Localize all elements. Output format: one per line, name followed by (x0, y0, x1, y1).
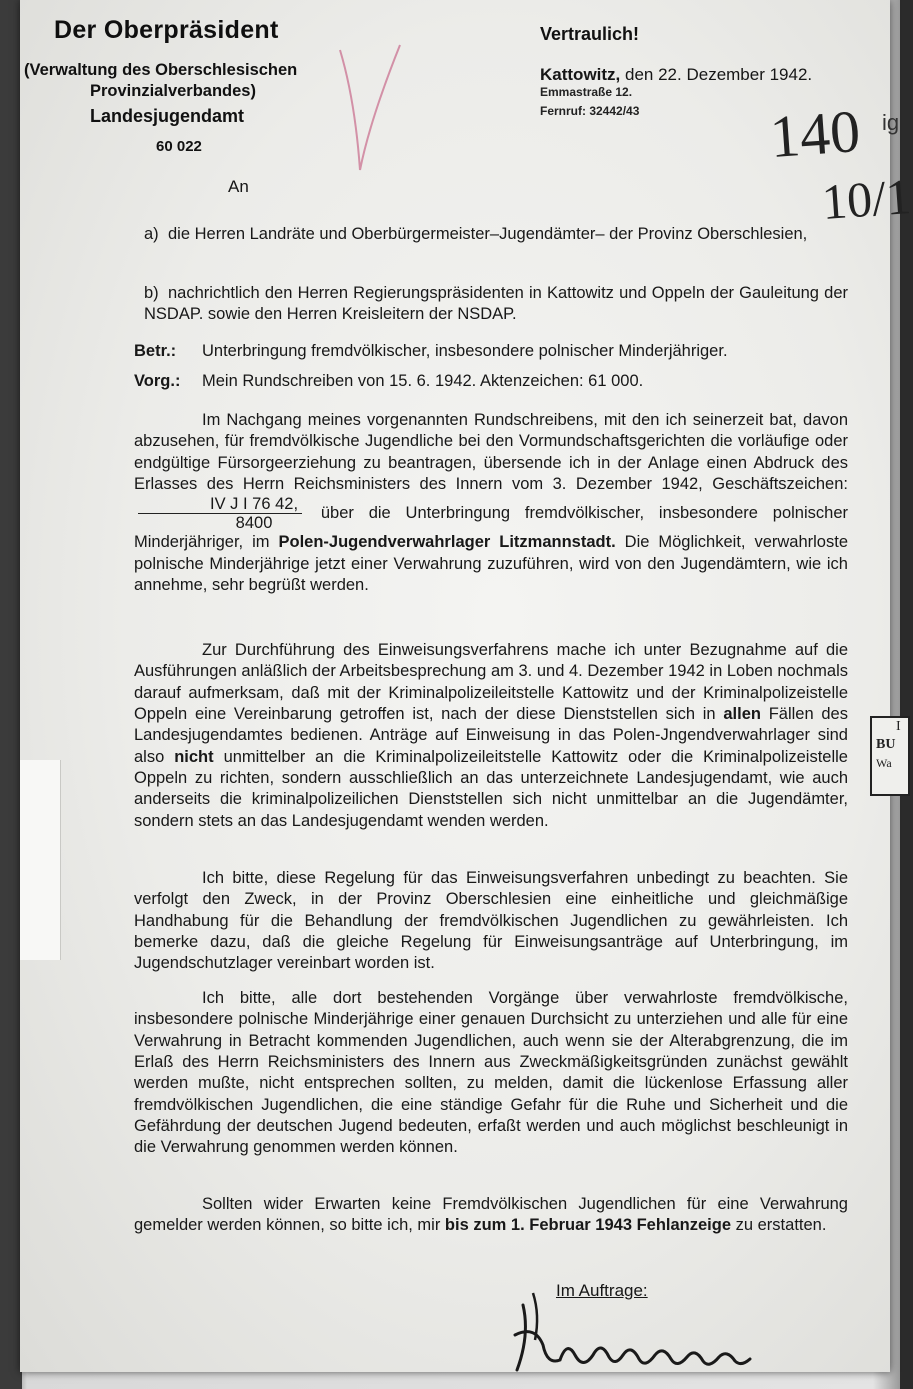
archive-stamp (870, 716, 910, 796)
margin-fragment: ig (882, 110, 900, 135)
phone: Fernruf: 32442/43 (540, 104, 640, 118)
p2-text-a: Zur Durchführung des Einweisungsverfahrens mache ich unter Bezugnahme auf die Ausführungen anläßlich der Arbeitsbesprechung am 3. und 4. Dezember 1942 in Loben nochmals darauf aufmerksam, daß mit der Kriminalpolizeileitstelle Kattowitz und der Kriminalpolizeistelle Oppeln eine Vereinbarung getroffen ist, nach der diese Dienststellen sich in (134, 641, 848, 724)
p3-text: Ich bitte, diese Regelung für das Einweisungsverfahren unbedingt zu beachten. Sie verfolgt den Zweck, in der Provinz Oberschlesien eine einheitliche und gleichmäßige Handhabung für die Behandlung der fremdvölkischen Jugendlichen zu gewährleisten. Ich bemerke dazu, daß die gleiche Regelung für Einweisungsanträge auf Unterbringung, im Jugendschutzlager vereinbart worden ist. (134, 869, 848, 973)
torn-edge (20, 760, 61, 960)
p5-text-b: zu erstatten. (735, 1216, 827, 1235)
place: Kattowitz, (540, 65, 621, 84)
betr-text: Unterbringung fremdvölkischer, insbesondere polnischer Minderjähriger. (202, 342, 728, 360)
handwritten-mark: 10/1 (820, 167, 913, 231)
recipient-b-text: nachrichtlich den Herren Regierungspräsidenten in Kattowitz und Oppeln der Gauleitung der NSDAP. sowie den Herren Kreisleitern der NSDAP. (144, 284, 848, 324)
p5-text-a: Sollten wider Erwarten keine Fremdvölkischen Jugendlichen für eine Verwahrung gemelder werden können, so bitte ich, mir (134, 1195, 848, 1235)
body-paragraph-3 (134, 868, 848, 975)
recipient-a-label: a) (144, 225, 159, 243)
place-date (540, 64, 812, 85)
date: den 22. Dezember 1942. (625, 65, 813, 84)
recipient-b-label: b) (144, 284, 159, 302)
stamp-line-3: Wa (876, 756, 892, 770)
betr-label: Betr.: (134, 342, 177, 360)
file-number: 60 022 (156, 138, 202, 155)
confidential-label: Vertraulich! (540, 24, 640, 44)
fraction-denominator: 8400 (235, 514, 273, 533)
recipient-a-text: die Herren Landräte und Oberbürgermeister–Jugendämter– der Provinz Oberschlesien, (168, 225, 808, 243)
p1-text-a: Im Nachgang meines vorgenannten Rundschreibens, mit den ich seinerzeit bat, davon abzusehen, für fremdvölkische Jugendliche bei den Vormundschaftsgerichten die vorläufige oder endgültige Fürsorgeerziehung zu beantragen, übersende ich in der Anlage einen Abdruck des Erlasses des Herrn Reichsministers des Innern vom 3. Dezember 1942, Geschäftszeichen: (134, 411, 848, 494)
body-paragraph-2 (134, 640, 848, 832)
subject-betr (134, 341, 854, 362)
recipient-to: An (228, 177, 249, 196)
street: Emmastraße 12. (540, 85, 633, 99)
p2-text-c: unmittelber an die Kriminalpolizeileitstelle Kattowitz oder die Kriminalpolizeistelle Oppeln zu richten, sondern ausschließlich an das unterzeichnete Landesjugendamt, wie auch anderseits die kriminalpolizeilichen Dienststellen sich nicht unmittelbar an die Jugendämter, sondern stets an das Landesjugendamt wenden werden. (134, 747, 848, 830)
sender-line3: Provinzialverbandes) (90, 82, 256, 100)
vorg-label: Vorg.: (134, 372, 181, 390)
vorg-text: Mein Rundschreiben von 15. 6. 1942. Aktenzeichen: 61 000. (202, 372, 644, 390)
file-reference-fraction (138, 495, 302, 532)
p2-text-b: Fällen des Landesjugendamtes bedienen. Anträge auf Einweisung in das Polen-Jngendverwahrlager sind also (134, 705, 848, 766)
p5-bold: bis zum 1. Februar 1943 Fehlanzeige (444, 1216, 732, 1235)
body-paragraph-4 (134, 988, 848, 1159)
p4-text: Ich bitte, alle dort bestehenden Vorgänge über verwahrloste fremdvölkische, insbesondere polnische Minderjährige einer genauen Durchsicht zu unterziehen und alle für eine Verwahrung in Betracht kommenden Jugendlichen, auch wenn sie der Alterabgrenzung, die im Erlaß des Herrn Reichsministers des Innern aus Zweckmäßigkeitsgründen zunächst gewählt werden mußte, nicht entsprechen sollten, zu melden, damit die lückenlose Erfassung aller fremdvölkischen Jugendlichen, die eine ständige Gefahr für die Ruhe und Sicherheit und die Gefährdung der deutschen Jugend bedeuten, erfaßt werden und auch möglichst beschleunigt in die Verwahrung genommen werden können. (134, 989, 848, 1157)
p1-text-b: über die Unterbringung fremdvölkischer, insbesondere polnischer Minderjähriger, im (134, 504, 848, 552)
recipient-a (144, 224, 848, 245)
p2-bold-1: allen (723, 705, 761, 724)
body-paragraph-5 (134, 1194, 848, 1237)
sender-title: Der Oberpräsident (54, 16, 279, 44)
stamp-line-1: I (896, 719, 901, 734)
handwritten-number: 140 (767, 97, 863, 171)
body-paragraph-1 (134, 410, 848, 596)
p1-text-c: Die Möglichkeit, verwahrloste polnische Minderjährige jetzt einer Verwahrung zuzuführen, wird von den Jugendämtern, wie ich annehme, sehr begrüßt werden. (134, 533, 848, 595)
sender-line2: (Verwaltung des Oberschlesischen (24, 61, 298, 79)
handwritten-signature (505, 1285, 765, 1380)
fraction-numerator: IV J I 76 42, (138, 495, 302, 514)
left-edge-shadow (0, 0, 22, 1389)
subject-vorg (134, 371, 854, 392)
sender-dept: Landesjugendamt (90, 106, 245, 126)
p2-bold-2: nicht (174, 747, 214, 766)
red-pencil-mark (330, 40, 410, 180)
im-auftrage-text: Im Auftrage: (556, 1281, 648, 1300)
p1-bold: Polen-Jugendverwahrlager Litzmannstadt. (278, 533, 616, 552)
stamp-line-2: BU (876, 737, 896, 752)
recipient-b (144, 283, 848, 326)
